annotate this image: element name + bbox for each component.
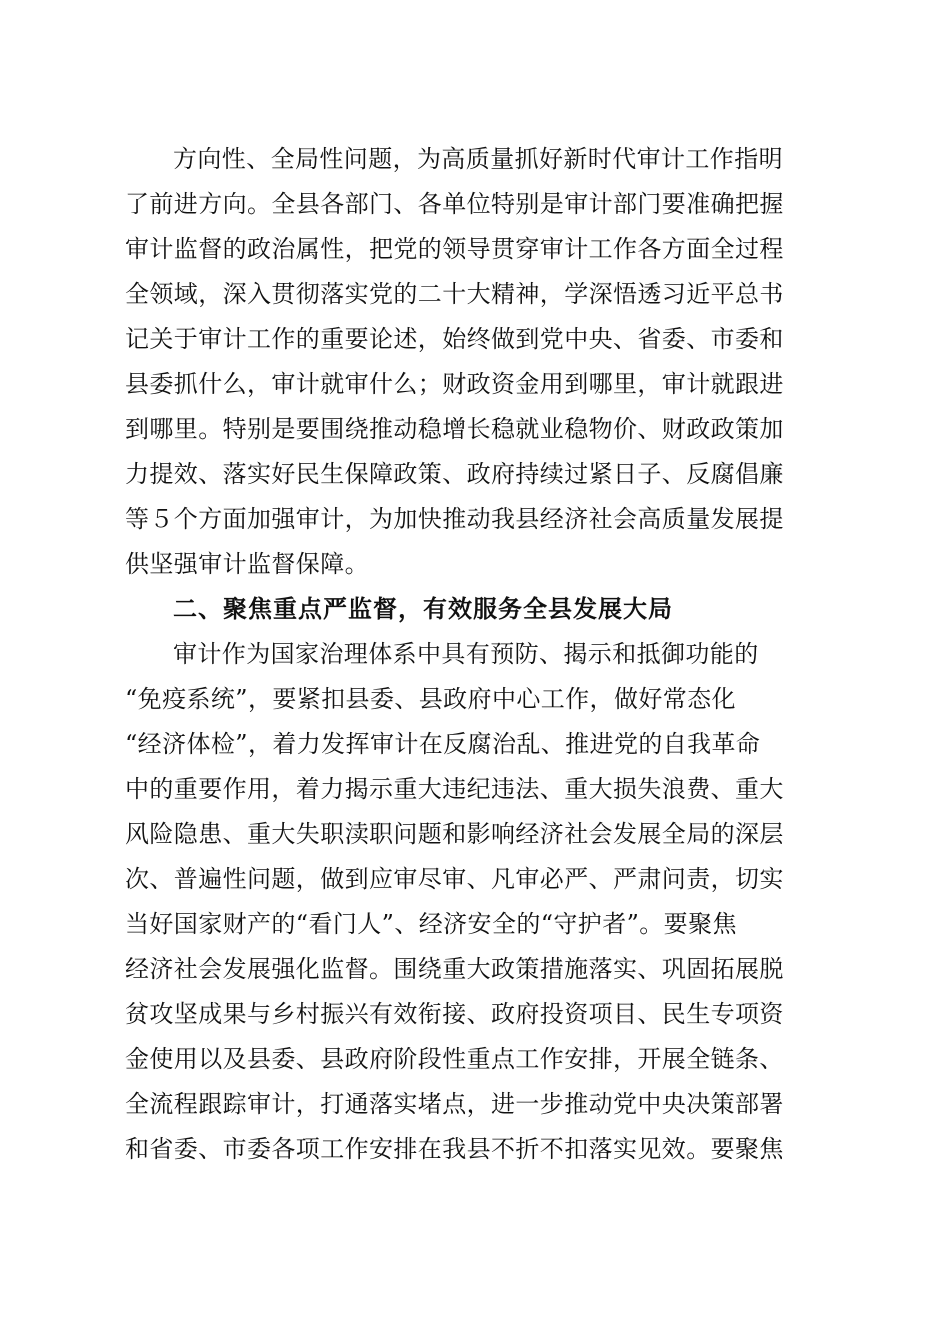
section-heading: 二、聚焦重点严监督，有效服务全县发展大局 <box>173 595 673 623</box>
paragraph-line: 金使用以及县委、县政府阶段性重点工作安排，开展全链条、 <box>125 1045 784 1073</box>
paragraph-line: 中的重要作用，着力揭示重大违纪违法、重大损失浪费、重大 <box>125 775 784 803</box>
paragraph-line: “经济体检”，着力发挥审计在反腐治乱、推进党的自我革命 <box>125 730 761 758</box>
paragraph-line: 贫攻坚成果与乡村振兴有效衔接、政府投资项目、民生专项资 <box>125 1000 784 1028</box>
paragraph-line: 记关于审计工作的重要论述，始终做到党中央、省委、市委和 <box>125 325 784 353</box>
paragraph-line: 到哪里。特别是要围绕推动稳增长稳就业稳物价、财政政策加 <box>125 415 784 443</box>
paragraph-line: 了前进方向。全县各部门、各单位特别是审计部门要准确把握 <box>125 190 784 218</box>
paragraph-line: 力提效、落实好民生保障政策、政府持续过紧日子、反腐倡廉 <box>125 460 784 488</box>
paragraph-line: 和省委、市委各项工作安排在我县不折不扣落实见效。要聚焦 <box>125 1135 784 1163</box>
paragraph-line: 县委抓什么，审计就审什么；财政资金用到哪里，审计就跟进 <box>125 370 784 398</box>
paragraph-line: 审计作为国家治理体系中具有预防、揭示和抵御功能的 <box>173 640 759 668</box>
paragraph-line: 全领域，深入贯彻落实党的二十大精神，学深悟透习近平总书 <box>125 280 784 308</box>
paragraph-line: 经济社会发展强化监督。围绕重大政策措施落实、巩固拓展脱 <box>125 955 784 983</box>
paragraph-line: 供坚强审计监督保障。 <box>125 550 369 578</box>
paragraph-line: 风险隐患、重大失职渎职问题和影响经济社会发展全局的深层 <box>125 820 784 848</box>
paragraph-line: 审计监督的政治属性，把党的领导贯穿审计工作各方面全过程 <box>125 235 784 263</box>
paragraph-line: 方向性、全局性问题，为高质量抓好新时代审计工作指明 <box>173 145 783 173</box>
paragraph-line: 当好国家财产的“看门人”、经济安全的“守护者”。要聚焦 <box>125 910 737 938</box>
paragraph-line: 等５个方面加强审计，为加快推动我县经济社会高质量发展提 <box>125 505 784 533</box>
paragraph-line: 全流程跟踪审计，打通落实堵点，进一步推动党中央决策部署 <box>125 1090 784 1118</box>
paragraph-line: 次、普遍性问题，做到应审尽审、凡审必严、严肃问责，切实 <box>125 865 784 893</box>
paragraph-line: “免疫系统”，要紧扣县委、县政府中心工作，做好常态化 <box>125 685 736 713</box>
